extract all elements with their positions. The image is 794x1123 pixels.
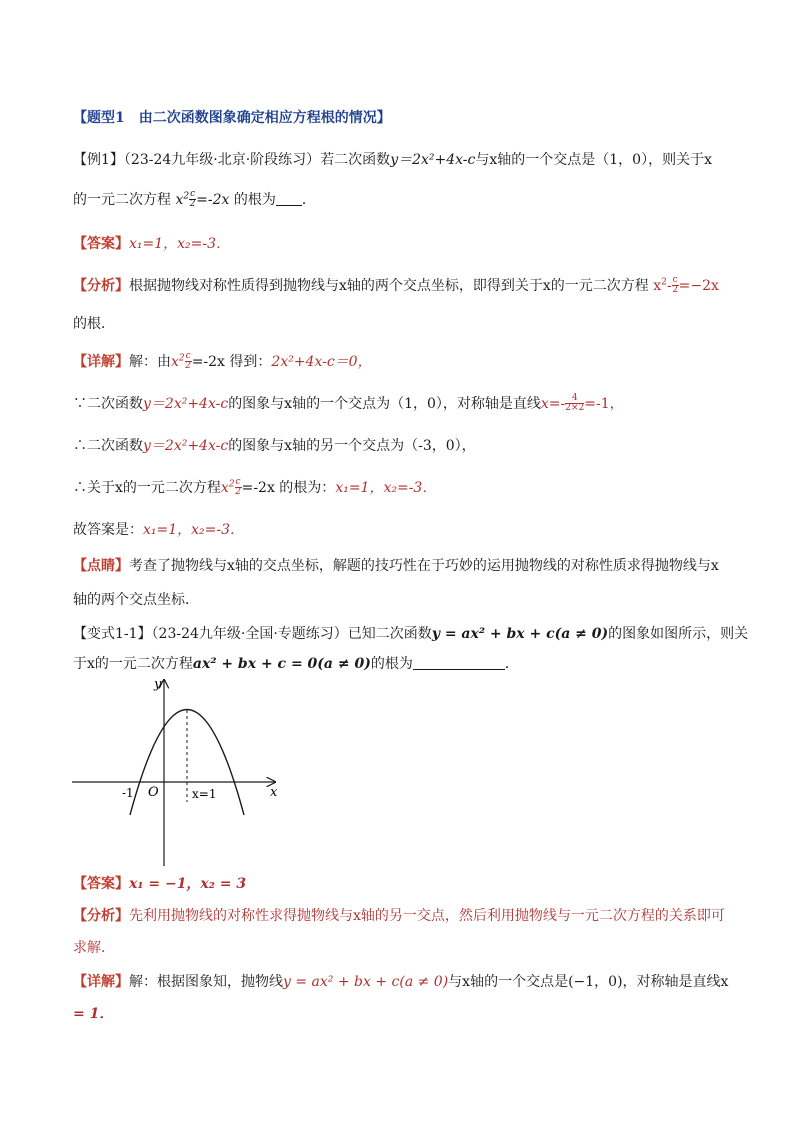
detail1-l3-a: ∴二次函数 bbox=[73, 438, 143, 454]
answer1-tag: 【答案】 bbox=[73, 236, 129, 252]
example1-equation: $x^2$ $\frac{c}{2}$ =-2x bbox=[175, 189, 230, 209]
analysis2-line2: 求解． bbox=[73, 940, 115, 956]
variant-l2-c: ． bbox=[504, 656, 519, 672]
comment1-tag: 【点睛】 bbox=[73, 558, 129, 574]
detail1-line2 bbox=[73, 394, 733, 414]
detail1-l2-b: 的图象与x轴的一个交点为（1，0），对称轴是直线 bbox=[228, 396, 541, 412]
detail1-l1-a: 解：由 bbox=[129, 354, 171, 370]
detail2-line2: = 1． bbox=[73, 1006, 114, 1022]
detail1-line4 bbox=[73, 478, 733, 498]
example1-source: （23-24九年级·北京·阶段练习） bbox=[123, 152, 321, 168]
detail1-l4-b: =-2x 的根为： bbox=[241, 480, 336, 496]
detail1-l5-a: 故答案是： bbox=[73, 522, 143, 538]
analysis2-line1 bbox=[73, 906, 733, 926]
example1-function: y＝2x²+4x-c bbox=[390, 152, 476, 168]
example1-text-a: 若二次函数 bbox=[320, 152, 391, 168]
variant-equation: ax² + bx + c = 0(a ≠ 0) bbox=[192, 656, 371, 672]
detail1-line1 bbox=[73, 352, 733, 372]
detail2-l1-fn: y = ax² + bx + c(a ≠ 0) bbox=[283, 974, 449, 990]
frac-num: 4 bbox=[565, 394, 584, 404]
variant-l2-b: 的根为 bbox=[370, 656, 413, 672]
variant-source: （23-24九年级·全国·专题练习） bbox=[151, 626, 348, 642]
detail1-l3-fn: y＝2x²+4x-c bbox=[143, 438, 229, 454]
x-axis-label: x bbox=[270, 785, 278, 800]
detail2-tag: 【详解】 bbox=[73, 974, 129, 990]
variant-label: 【变式1-1】 bbox=[73, 626, 152, 642]
variant-l2-a: 于x的一元二次方程 bbox=[73, 656, 193, 672]
variant-line1 bbox=[73, 624, 749, 644]
analysis2-l1: 先利用抛物线的对称性求得抛物线与x轴的另一交点，然后利用抛物线与一元二次方程的关系即可 bbox=[129, 908, 725, 924]
analysis2-tag: 【分析】 bbox=[73, 908, 129, 924]
example1-line2 bbox=[73, 190, 733, 210]
detail1-l2-c: x=- bbox=[540, 396, 566, 412]
detail1-l5-b: x₁=1，x₂=-3． bbox=[143, 522, 245, 538]
frac-den: 2×2 bbox=[565, 403, 585, 413]
answer2-value: x₁ = −1，x₂ = 3 bbox=[129, 876, 247, 892]
detail1-fraction bbox=[565, 394, 584, 413]
detail1-tag: 【详解】 bbox=[73, 354, 129, 370]
example1-line1 bbox=[73, 150, 733, 170]
example1-text-c: 的一元二次方程 bbox=[73, 192, 171, 208]
y-axis-label: y bbox=[154, 677, 162, 692]
analysis1-text: 根据抛物线对称性质得到抛物线与x轴的两个交点坐标，即得到关于x的一元二次方程 bbox=[129, 278, 649, 294]
answer1-line bbox=[73, 234, 733, 254]
variant-answer-blank[interactable] bbox=[413, 655, 505, 670]
neg-one-label: -1 bbox=[122, 786, 134, 800]
parabola-graph bbox=[60, 670, 290, 870]
detail2-l1-a: 解：根据图象知，抛物线 bbox=[129, 974, 283, 990]
answer1-value: x₁=1，x₂=-3． bbox=[129, 236, 231, 252]
answer2-tag: 【答案】 bbox=[73, 876, 129, 892]
example1-text-d: 的根为 bbox=[233, 192, 276, 208]
detail1-l3-b: 的图象与x轴的另一个交点为（-3，0）， bbox=[228, 438, 476, 454]
comment1-l1: 考查了抛物线与x轴的交点坐标，解题的技巧性在于巧妙的运用抛物线的对称性质求得抛物线与x bbox=[129, 558, 719, 574]
detail1-l4-a: ∴关于x的一元二次方程 bbox=[73, 480, 221, 496]
variant-l1-b: 的图象如图所示，则关 bbox=[608, 626, 749, 642]
detail1-line5 bbox=[73, 520, 733, 540]
answer-blank[interactable] bbox=[276, 191, 302, 206]
origin-label: O bbox=[148, 785, 159, 800]
comment1-line2: 轴的两个交点坐标． bbox=[73, 592, 199, 608]
variant-function: y = ax² + bx + c(a ≠ 0) bbox=[431, 626, 609, 642]
detail1-line3 bbox=[73, 436, 733, 456]
answer2-line bbox=[73, 874, 733, 894]
detail1-l1-c: 2x²+4x-c＝0， bbox=[271, 354, 372, 370]
example1-label: 【例1】 bbox=[73, 152, 124, 168]
detail1-l4-eq: $x^2$ $\frac{c}{2}$ bbox=[220, 477, 241, 497]
example1-text-b: 与x轴的一个交点是（1，0），则关于x bbox=[475, 152, 712, 168]
detail1-l1-b: =-2x 得到： bbox=[191, 354, 272, 370]
example1-text-e: ． bbox=[301, 192, 316, 208]
detail2-l1-b: 与x轴的一个交点是(−1，0)，对称轴是直线x bbox=[448, 974, 729, 990]
section-title: 【题型1 由二次函数图象确定相应方程根的情况】 bbox=[73, 110, 391, 126]
detail2-line1 bbox=[73, 972, 733, 992]
analysis1-tag: 【分析】 bbox=[73, 278, 129, 294]
detail1-l1-eq: $x^2$ $\frac{c}{2}$ bbox=[171, 351, 192, 371]
comment1-line1 bbox=[73, 556, 733, 576]
detail1-l2-fn: y＝2x²+4x-c bbox=[143, 396, 229, 412]
symmetry-label: x=1 bbox=[192, 787, 217, 801]
analysis1-equation: $x^2-$ $\frac{c}{2}$ =−2x bbox=[653, 275, 719, 295]
analysis1-line1 bbox=[73, 276, 733, 296]
example1-eq-rest: =-2x bbox=[196, 192, 230, 208]
detail1-l4-c: x₁=1，x₂=-3． bbox=[335, 480, 437, 496]
variant-l1-a: 已知二次函数 bbox=[347, 626, 432, 642]
analysis1-line2: 的根． bbox=[73, 316, 115, 332]
detail1-l2-a: ∵二次函数 bbox=[73, 396, 143, 412]
detail1-l2-d: =-1， bbox=[584, 396, 624, 412]
